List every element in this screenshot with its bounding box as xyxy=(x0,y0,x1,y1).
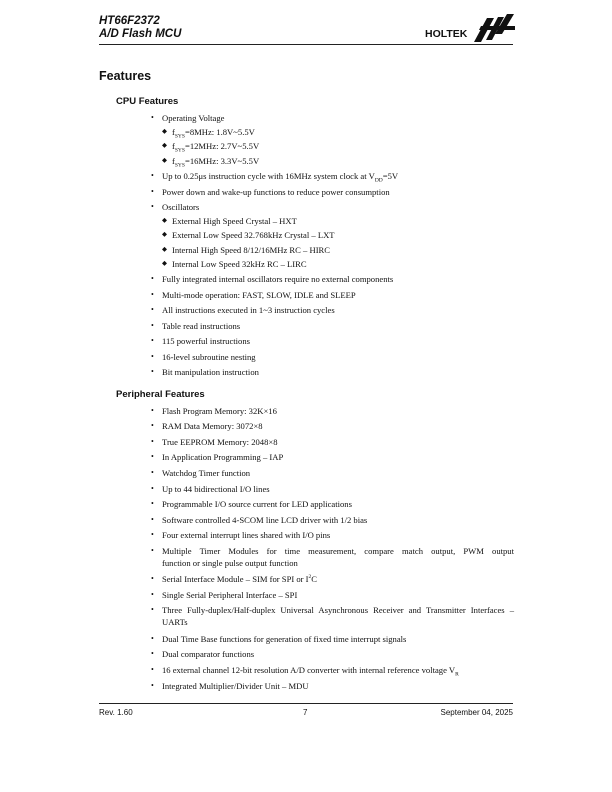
document-title xyxy=(99,15,181,41)
sub-list-item: ◆ External High Speed Crystal – HXT xyxy=(162,216,297,226)
list-item: • Serial Interface Module – SIM for SPI or $I^2C$ xyxy=(151,574,318,584)
holtek-logo xyxy=(424,12,516,42)
section-title: Features xyxy=(99,69,152,83)
list-item: • Four external interrupt lines shared with I/O pins xyxy=(151,530,331,540)
list-item: • Up to 0.25μs instruction cycle with 16MHz system clock at $V_{DD}=5V$ xyxy=(151,171,399,184)
svg-text:HOLTEK: HOLTEK xyxy=(425,28,468,40)
list-item: • True EEPROM Memory: 2048×8 xyxy=(151,437,278,447)
header-rule xyxy=(99,44,513,45)
cpu-features-heading: CPU Features xyxy=(116,96,179,107)
list-item: • In Application Programming – IAP xyxy=(151,452,284,462)
footer-revision: Rev. 1.60 xyxy=(99,708,133,717)
list-item: • Multiple Timer Modules for time measurement, compare match output, PWM output function or single pulse output function xyxy=(151,546,514,568)
list-item: • Multi-mode operation: FAST, SLOW, IDLE and SLEEP xyxy=(151,290,356,300)
list-item: • 16-level subroutine nesting xyxy=(151,352,256,362)
list-item: • Table read instructions xyxy=(151,321,241,331)
part-description: A/D Flash MCU xyxy=(99,28,182,40)
list-item: • Operating Voltage xyxy=(151,113,225,123)
list-item: • Up to 44 bidirectional I/O lines xyxy=(151,484,270,494)
list-item: • Power down and wake-up functions to reduce power consumption xyxy=(151,187,390,197)
list-item: • 115 powerful instructions xyxy=(151,336,250,346)
part-number: HT66F2372 xyxy=(99,15,160,27)
peripheral-features-heading: Peripheral Features xyxy=(116,389,205,400)
list-item: • Software controlled 4-SCOM line LCD driver with 1/2 bias xyxy=(151,515,368,525)
footer-rule xyxy=(99,703,513,704)
list-item: • Programmable I/O source current for LED applications xyxy=(151,499,352,509)
list-item: • 16 external channel 12-bit resolution A/D converter with internal reference voltage $V_R$ xyxy=(151,665,459,678)
list-item: • Three Fully-duplex/Half-duplex Universal Asynchronous Receiver and Transmitter Interfaces – UARTs xyxy=(151,605,514,627)
list-item: • Integrated Multiplier/Divider Unit – MDU xyxy=(151,681,309,691)
sub-list-item: ◆ $f_{SYS}=12MHz$: 2.7V~5.5V xyxy=(162,141,260,154)
list-item: • Dual Time Base functions for generation of fixed time interrupt signals xyxy=(151,634,407,644)
sub-list-item: ◆ Internal High Speed 8/12/16MHz RC – HIRC xyxy=(162,245,331,255)
footer-page-number: 7 xyxy=(303,708,308,717)
footer-date: September 04, 2025 xyxy=(440,708,513,717)
list-item: • Watchdog Timer function xyxy=(151,468,251,478)
sub-list-item: ◆ $f_{SYS}=8MHz$: 1.8V~5.5V xyxy=(162,127,255,140)
sub-list-item: ◆ External Low Speed 32.768kHz Crystal – LXT xyxy=(162,230,335,240)
sub-list-item: ◆ $f_{SYS}=16MHz$: 3.3V~5.5V xyxy=(162,156,260,169)
list-item: • Bit manipulation instruction xyxy=(151,367,259,377)
list-item: • Dual comparator functions xyxy=(151,649,255,659)
list-item: • Single Serial Peripheral Interface – SPI xyxy=(151,590,298,600)
list-item: • All instructions executed in 1~3 instruction cycles xyxy=(151,305,335,315)
list-item: • RAM Data Memory: 3072×8 xyxy=(151,421,263,431)
list-item: • Flash Program Memory: 32K×16 xyxy=(151,406,277,416)
sub-list-item: ◆ Internal Low Speed 32kHz RC – LIRC xyxy=(162,259,307,269)
list-item: • Fully integrated internal oscillators require no external components xyxy=(151,274,394,284)
list-item: • Oscillators xyxy=(151,202,200,212)
